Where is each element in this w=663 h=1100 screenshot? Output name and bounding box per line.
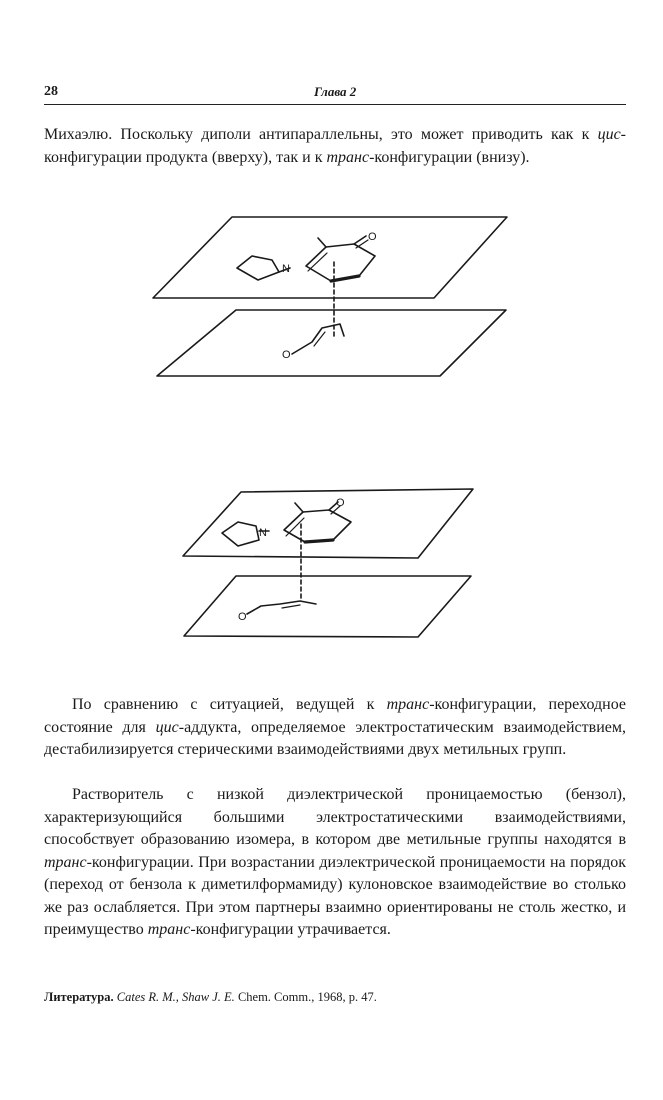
italic-term: цис (155, 718, 179, 736)
reference-source: Chem. Comm., 1968, p. 47. (237, 990, 377, 1004)
text-run: -конфигурации, переходное состояние для (44, 696, 626, 736)
italic-term: цис (597, 126, 621, 143)
italic-term: транс (147, 921, 191, 938)
text-run: -конфигурации утрачивается. (190, 921, 391, 938)
atom-label-o-bottom: O (336, 497, 345, 509)
pyrrolidine-ring-top (237, 256, 279, 280)
atom-label-o-top: O (368, 231, 377, 243)
italic-term: транс (386, 696, 430, 713)
reference-authors: Cates R. M., Shaw J. E. (116, 990, 235, 1004)
plane-bottom-lower (184, 576, 471, 637)
plane-top-upper (153, 217, 507, 298)
paragraph-comparison (44, 694, 626, 762)
atom-label-o-top-chain: O (282, 349, 291, 361)
paragraph-solvent (44, 784, 626, 942)
atom-label-n-bottom: N (259, 527, 267, 539)
plane-bottom-upper (183, 489, 473, 558)
text-run: -конфигурации продукта (вверху), так и к (44, 126, 626, 166)
page-number: 28 (44, 84, 58, 99)
reference-label: Литература. (44, 990, 114, 1004)
pyrrolidine-ring-bottom (222, 522, 259, 546)
atom-label-n-top: N (282, 263, 290, 275)
text-run: -конфигурации. При возрастании диэлектрической проницаемости на порядок (переход от бензола к диметилформамиду) кулоновское взаимодействие во столько же раз ослабляется. При этом партнеры взаимно ориентированы не столь жестко, и преимущество (44, 853, 626, 938)
italic-term: транс (326, 148, 370, 166)
running-head: Глава 2 (314, 84, 357, 99)
plane-top-lower (157, 310, 506, 376)
text-run: -конфигурации (внизу). (369, 148, 530, 166)
text-run: -аддукта, определяемое электростатическим взаимодействием, дестабилизируется стерическими взаимодействиями двух метильных групп. (44, 718, 626, 758)
text-run: Растворитель с низкой диэлектрической проницаемостью (бензол), характеризующийся большими электростатическими взаимодействиями, способствует образованию изомера, в котором две метильные группы находятся в (44, 786, 626, 848)
enone-chain-top (292, 324, 344, 354)
enone-chain-bottom (247, 601, 316, 614)
cyclohexenone-ring-bottom (284, 510, 351, 542)
reference (44, 988, 626, 1006)
italic-term: транс (44, 853, 87, 871)
atom-label-o-bottom-chain: O (238, 611, 247, 623)
text-run: По сравнению с ситуацией, ведущей к (72, 696, 387, 713)
text-run: Михаэлю. Поскольку диполи антипараллельны, это может приводить как к (44, 126, 598, 143)
